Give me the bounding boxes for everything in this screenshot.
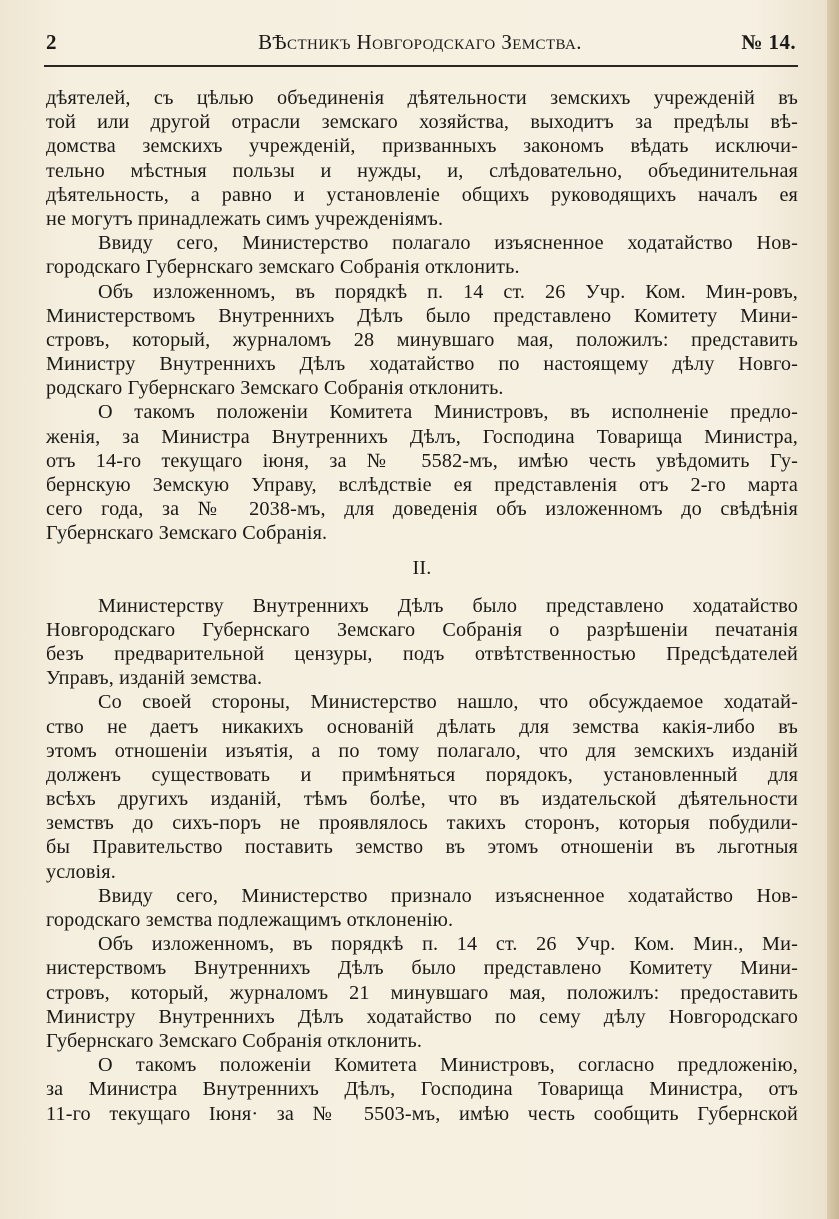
text-block-2 [46, 594, 798, 1126]
text-line: Министру Внутреннихъ Дѣлъ ходатайство по настоящему дѣлу Новго- [46, 353, 798, 376]
text-line: Губернскаго Земскаго Собранія отклонить. [46, 1029, 423, 1052]
text-line: 11-го текущаго Іюня· за № 5503-мъ, имѣю честь сообщить Губернской [46, 1102, 798, 1125]
page-edge [827, 0, 839, 1219]
text-line: долженъ существовать и примѣняться порядокъ, установленный для [46, 763, 798, 786]
text-line: бернскую Земскую Управу, вслѣдствіе ея представленія отъ 2-го марта [46, 474, 798, 496]
text-line: Министерству Внутреннихъ Дѣлъ было представлено ходатайство [98, 594, 798, 617]
text-line: Со своей стороны, Министерство нашло, что обсуждаемое ходатай- [98, 691, 798, 714]
text-line: условія. [46, 860, 116, 883]
header-rule [44, 65, 798, 67]
text-line: стровъ, который, журналомъ 28 минувшаго мая, положилъ: представить [46, 328, 798, 351]
text-line: ство не даетъ никакихъ основаній дѣлать для земства какія-либо въ [46, 715, 798, 738]
journal-title: ВѢстникъ Новгородскаго Земства. [258, 30, 582, 54]
text-line: бы Правительство поставить земство въ этомъ отношеніи въ льготныя [46, 836, 798, 859]
text-line: сего года, за № 2038-мъ, для доведенія объ изложенномъ до свѣдѣнія [46, 498, 798, 521]
page-number: 2 [46, 30, 57, 54]
running-header [44, 30, 796, 60]
text-line: стровъ, который, журналомъ 21 минувшаго мая, положилъ: предоставить [46, 981, 798, 1004]
text-line: этомъ отношеніи изъятія, а по тому полагало, что для земскихъ изданій [46, 739, 798, 762]
text-line: безъ предварительной цензуры, подъ отвѣтственностью Предсѣдателей [46, 642, 798, 665]
text-line: городскаго Губернскаго земскаго Собранія отклонить. [46, 256, 520, 279]
text-line: Объ изложенномъ, въ порядкѣ п. 14 ст. 26 Учр. Ком. Мин., Ми- [98, 933, 798, 956]
text-line: домства земскихъ учрежденій, призванныхъ закономъ вѣдать исключи- [46, 135, 798, 158]
text-line: отъ 14-го текущаго іюня, за № 5582-мъ, имѣю честь увѣдомить Гу- [46, 449, 798, 472]
body-text [46, 86, 798, 1126]
text-line: городскаго земства подлежащимъ отклоненію. [46, 909, 454, 931]
text-line: О такомъ положеніи Комитета Министровъ, въ исполненіе предло- [98, 401, 798, 424]
text-line: Новгородскаго Губернскаго Земскаго Собранія о разрѣшеніи печатанія [46, 618, 798, 641]
text-line: Министерствомъ Внутреннихъ Дѣлъ было представлено Комитету Мини- [46, 304, 798, 327]
section-heading-wrap [46, 546, 798, 594]
text-line: той или другой отрасли земскаго хозяйства, выходитъ за предѣлы вѣ- [46, 111, 798, 134]
text-line: за Министра Внутреннихъ Дѣлъ, Господина Товарища Министра, отъ [46, 1078, 798, 1101]
text-line: тельно мѣстныя пользы и нужды, и, слѣдовательно, объединительная [46, 159, 798, 182]
text-line: всѣхъ другихъ изданій, тѣмъ болѣе, что въ издательской дѣятельности [46, 788, 798, 811]
issue-number: № 14. [741, 30, 796, 54]
text-line: родскаго Губернскаго Земскаго Собранія отклонить. [46, 377, 504, 400]
text-line: женія, за Министра Внутреннихъ Дѣлъ, Господина Товарища Министра, [46, 425, 798, 448]
text-line: Губернскаго Земскаго Собранія. [46, 522, 328, 545]
text-line: Ввиду сего, Министерство признало изъясненное ходатайство Нов- [98, 884, 798, 907]
text-line: Объ изложенномъ, въ порядкѣ п. 14 ст. 26 Учр. Ком. Мин-ровъ, [98, 280, 798, 303]
text-line: земствъ до сихъ-поръ не проявлялось такихъ сторонъ, которыя побудили- [46, 812, 798, 835]
text-line: Управъ, изданій земства. [46, 667, 263, 690]
text-line: Ввиду сего, Министерство полагало изъясненное ходатайство Нов- [98, 232, 798, 255]
text-line: нистерствомъ Внутреннихъ Дѣлъ было представлено Комитету Мини- [46, 957, 798, 980]
text-line: дѣятельность, а равно и установленіе общихъ руководящихъ началъ ея [46, 183, 798, 206]
text-line: дѣятелей, съ цѣлью объединенія дѣятельности земскихъ учрежденій въ [46, 87, 798, 109]
text-line: Министру Внутреннихъ Дѣлъ ходатайство по сему дѣлу Новгородскаго [46, 1005, 798, 1028]
text-line: не могутъ принадлежать симъ учрежденіямъ. [46, 207, 444, 230]
text-block-1 [46, 86, 798, 546]
section-heading: II. [412, 556, 432, 579]
text-line: О такомъ положеніи Комитета Министровъ, согласно предложенію, [98, 1054, 798, 1077]
